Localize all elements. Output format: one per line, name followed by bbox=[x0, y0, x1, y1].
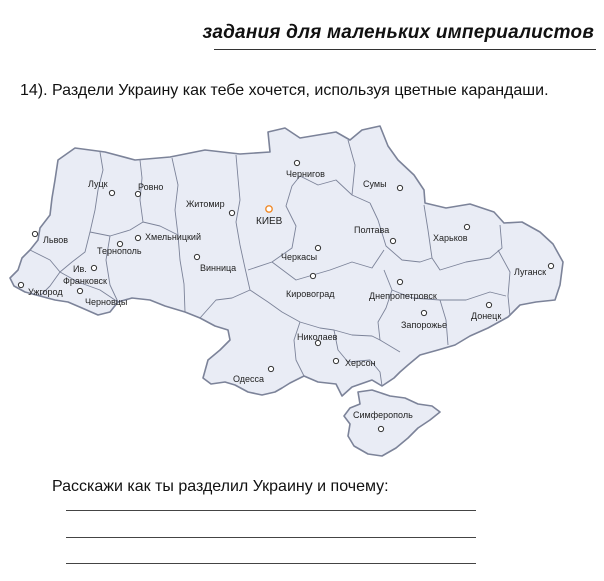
city-label: Чернигов bbox=[286, 169, 325, 179]
city-label: Николаев bbox=[297, 332, 338, 342]
city-marker bbox=[91, 265, 96, 270]
city-marker bbox=[378, 426, 383, 431]
city-marker bbox=[294, 160, 299, 165]
city-marker bbox=[310, 273, 315, 278]
city-label: Запорожье bbox=[401, 320, 447, 330]
city-label: Полтава bbox=[354, 225, 390, 235]
city-label: Днепропетровск bbox=[369, 291, 437, 301]
city-label: Харьков bbox=[433, 233, 468, 243]
crimea-shape bbox=[344, 390, 440, 456]
city-marker bbox=[397, 279, 402, 284]
city-label: Франковск bbox=[63, 276, 107, 286]
city-label: Ужгород bbox=[28, 287, 63, 297]
city-label: КИЕВ bbox=[256, 216, 283, 227]
city-label: Симферополь bbox=[353, 410, 413, 420]
city-marker bbox=[421, 310, 426, 315]
header-title: задания для маленьких империалистов bbox=[202, 22, 594, 43]
city-label: Ив. bbox=[73, 264, 87, 274]
answer-line-3[interactable] bbox=[66, 563, 476, 564]
city-marker bbox=[315, 245, 320, 250]
city-marker bbox=[18, 282, 23, 287]
city-label: Хмельницкий bbox=[145, 232, 201, 242]
city-marker bbox=[194, 254, 199, 259]
city-marker bbox=[32, 231, 37, 236]
city-label: Черновцы bbox=[85, 297, 128, 307]
city-marker bbox=[77, 288, 82, 293]
city-marker bbox=[135, 235, 140, 240]
city-label: Черкасы bbox=[281, 252, 318, 262]
city-label: Луганск bbox=[514, 267, 547, 277]
city-marker bbox=[397, 185, 402, 190]
city-marker bbox=[135, 191, 140, 196]
city-label: Львов bbox=[43, 235, 69, 245]
city-label: Кировоград bbox=[286, 289, 335, 299]
ukraine-map bbox=[0, 110, 604, 460]
city-marker bbox=[333, 358, 338, 363]
answer-line-2[interactable] bbox=[66, 537, 476, 538]
answer-line-1[interactable] bbox=[66, 510, 476, 511]
city-label: Тернополь bbox=[97, 246, 142, 256]
city-label: Донецк bbox=[471, 311, 502, 321]
city-marker bbox=[266, 206, 272, 212]
city-marker bbox=[464, 224, 469, 229]
city-label: Сумы bbox=[363, 179, 387, 189]
task-instruction: 14). Раздели Украину как тебе хочется, используя цветные карандаши. bbox=[20, 82, 549, 99]
city-label: Винница bbox=[200, 263, 237, 273]
city-label: Луцк bbox=[88, 179, 108, 189]
header-divider bbox=[214, 49, 596, 50]
answer-prompt: Расскажи как ты разделил Украину и почему: bbox=[52, 478, 389, 495]
city-marker bbox=[486, 302, 491, 307]
city-marker bbox=[229, 210, 234, 215]
city-label: Одесса bbox=[233, 374, 265, 384]
city-marker bbox=[548, 263, 553, 268]
city-label: Житомир bbox=[186, 199, 225, 209]
city-label: Херсон bbox=[345, 358, 376, 368]
city-label: Ровно bbox=[138, 182, 164, 192]
city-marker bbox=[109, 190, 114, 195]
city-marker bbox=[390, 238, 395, 243]
city-marker bbox=[268, 366, 273, 371]
